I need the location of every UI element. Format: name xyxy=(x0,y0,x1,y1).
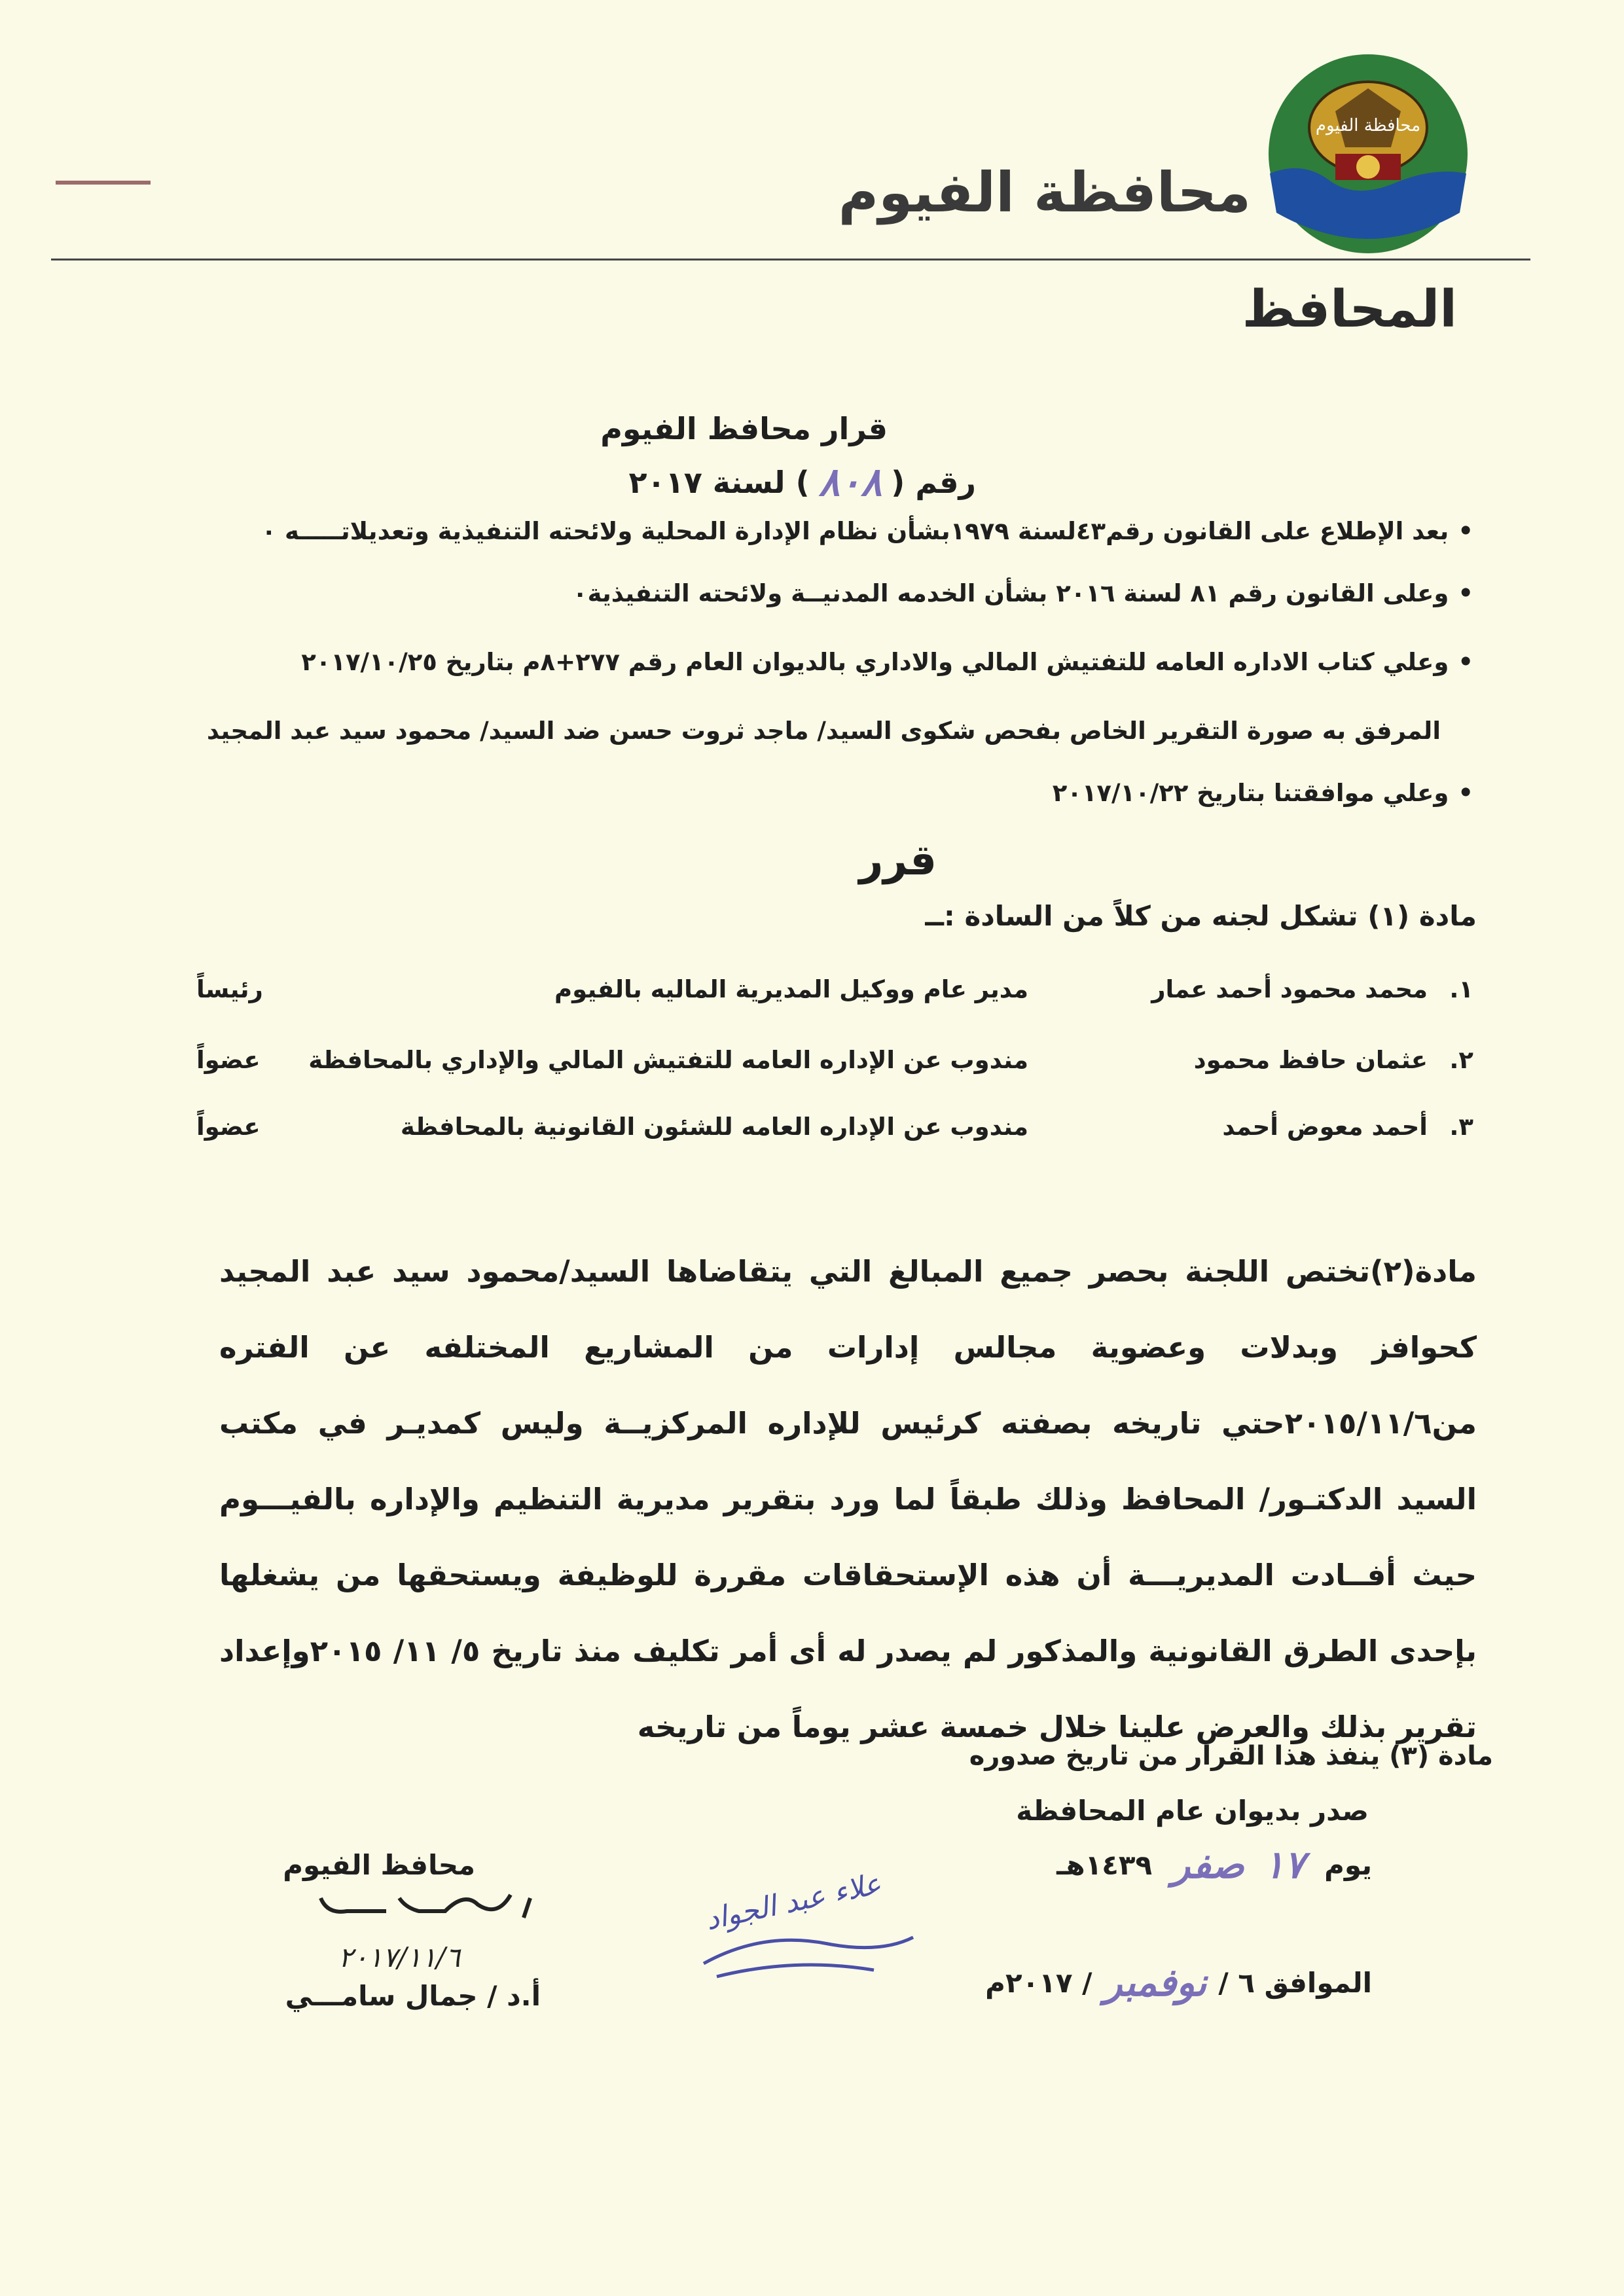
article-2: مادة(٢)تختص اللجنة بحصر جميع المبالغ التي يتقاضاها السيد/محمود سيد عبد المجيد كحوافز وبدلات وعضوية مجالس إدارات من المشاريع المختلفه عن الفتره من٢٠١٥/١١/٦حتي تاريخه بصفته كرئيس للإداره المركزيــة وليس كمديـر في مكتب السيد الدكتـور/ المحافظ وذلك طبقاً لما ورد بتقرير مديرية التنظيم والإداره بالفيـــوم حيث أفــادت المديريـــة أن هذه الإستحقاقات مقررة للوظيفة ويستحقها من يشغلها بإحدى الطرق القانونية والمذكور لم يصدر له أى أمر تكليف منذ تاريخ ٥/ ١١/ ٢٠١٥وإعداد تقرير بذلك والعرض علينا خلال خمسة عشر يوماً من تاريخه xyxy=(219,1254,1477,1744)
member-role: مدير عام ووكيل المديرية الماليه بالفيوم xyxy=(554,975,1028,1003)
preamble-text: وعلي موافقتنا بتاريخ ٢٠١٧/١٠/٢٢ xyxy=(1052,779,1449,807)
second-signature xyxy=(664,1859,926,2003)
decision-year: ) لسنة ٢٠١٧ xyxy=(628,465,810,500)
member-name: محمد محمود أحمد عمار xyxy=(1151,975,1428,1003)
member-capacity: عضواً xyxy=(196,1113,261,1141)
fayoum-governorate-emblem-icon xyxy=(1263,49,1473,259)
hijri-month: صفر xyxy=(1172,1842,1244,1887)
gregorian-date xyxy=(985,1960,1372,2005)
decision-number xyxy=(628,459,976,505)
preamble-item xyxy=(301,648,1473,676)
bullet: • xyxy=(1458,779,1473,807)
decision-number-label: رقم ( xyxy=(891,465,976,500)
gregorian-year: / ٢٠١٧م xyxy=(985,1966,1092,1999)
member-role: مندوب عن الإداره العامه للشئون القانونية بالمحافظة xyxy=(400,1113,1028,1141)
decision-number-handwritten: ٨٠٨ xyxy=(818,459,882,505)
preamble-item xyxy=(262,517,1473,545)
preamble-item xyxy=(573,579,1473,607)
logo-text: محافظة الفيوم xyxy=(1315,116,1421,135)
gregorian-month: نوفمبر xyxy=(1104,1960,1207,2005)
member-row xyxy=(196,1046,1473,1085)
header-divider xyxy=(51,259,1530,260)
member-number: ٢. xyxy=(1449,1046,1473,1074)
article-3: مادة (٣) ينفذ هذا القرار من تاريخ صدوره xyxy=(969,1741,1493,1771)
decides-heading: قرر xyxy=(859,836,937,885)
decision-title: قرار محافظ الفيوم xyxy=(600,411,888,446)
hijri-year: ١٤٣٩هـ xyxy=(1056,1848,1153,1881)
bullet: • xyxy=(1458,517,1473,545)
hijri-day: ١٧ xyxy=(1263,1842,1305,1887)
member-capacity: عضواً xyxy=(196,1046,261,1074)
preamble-item xyxy=(1053,779,1473,807)
issued-at: صدر بديوان عام المحافظة xyxy=(1016,1795,1369,1827)
hijri-prefix: يوم xyxy=(1324,1848,1372,1881)
signature-date: ٢٠١٧/١١/٦ xyxy=(338,1941,461,1973)
gregorian-prefix: الموافق ٦ / xyxy=(1218,1966,1372,1999)
member-name: عثمان حافظ محمود xyxy=(1193,1046,1428,1074)
preamble-text: وعلي كتاب الاداره العامه للتفتيش المالي والاداري بالديوان العام رقم ٢٧٧+٨م بتاريخ ٢٠١٧/١٠/٢٥ xyxy=(301,648,1449,676)
member-number: ٣. xyxy=(1449,1113,1473,1141)
preamble-text: بعد الإطلاع على القانون رقم٤٣لسنة ١٩٧٩بشأن نظام الإدارة المحلية ولائحته التنفيذية وتعديلاتـــــه ٠ xyxy=(261,517,1449,545)
decorative-dash xyxy=(56,181,151,185)
member-row xyxy=(196,975,1473,1014)
bullet: • xyxy=(1458,579,1473,607)
signatory-title: محافظ الفيوم xyxy=(283,1849,475,1881)
governorate-name: محافظة الفيوم xyxy=(838,160,1251,224)
hijri-date xyxy=(1056,1842,1372,1887)
member-name: أحمد معوض أحمد xyxy=(1222,1113,1428,1141)
member-role: مندوب عن الإداره العامه للتفتيش المالي والإداري بالمحافظة xyxy=(308,1046,1028,1074)
member-capacity: رئيساً xyxy=(196,975,263,1003)
preamble-continuation: المرفق به صورة التقرير الخاص بفحص شكوى السيد/ ماجد ثروت حسن ضد السيد/ محمود سيد عبد المجيد xyxy=(206,717,1441,745)
office-title: المحافظ xyxy=(1242,280,1457,339)
bullet: • xyxy=(1458,648,1473,676)
member-row xyxy=(196,1113,1473,1152)
member-number: ١. xyxy=(1449,975,1473,1003)
governor-signature xyxy=(249,1878,550,1983)
signatory-name: أ.د / جمال سامـــي xyxy=(285,1980,541,2012)
preamble-text: وعلى القانون رقم ٨١ لسنة ٢٠١٦ بشأن الخدمه المدنيــة ولائحته التنفيذية٠ xyxy=(572,579,1449,607)
article-1-heading: مادة (١) تشكل لجنه من كلاً من السادة :ــ xyxy=(925,900,1477,932)
governorate-logo xyxy=(1263,49,1473,259)
second-signature-text: علاء عبد الجواد xyxy=(702,1867,884,1937)
